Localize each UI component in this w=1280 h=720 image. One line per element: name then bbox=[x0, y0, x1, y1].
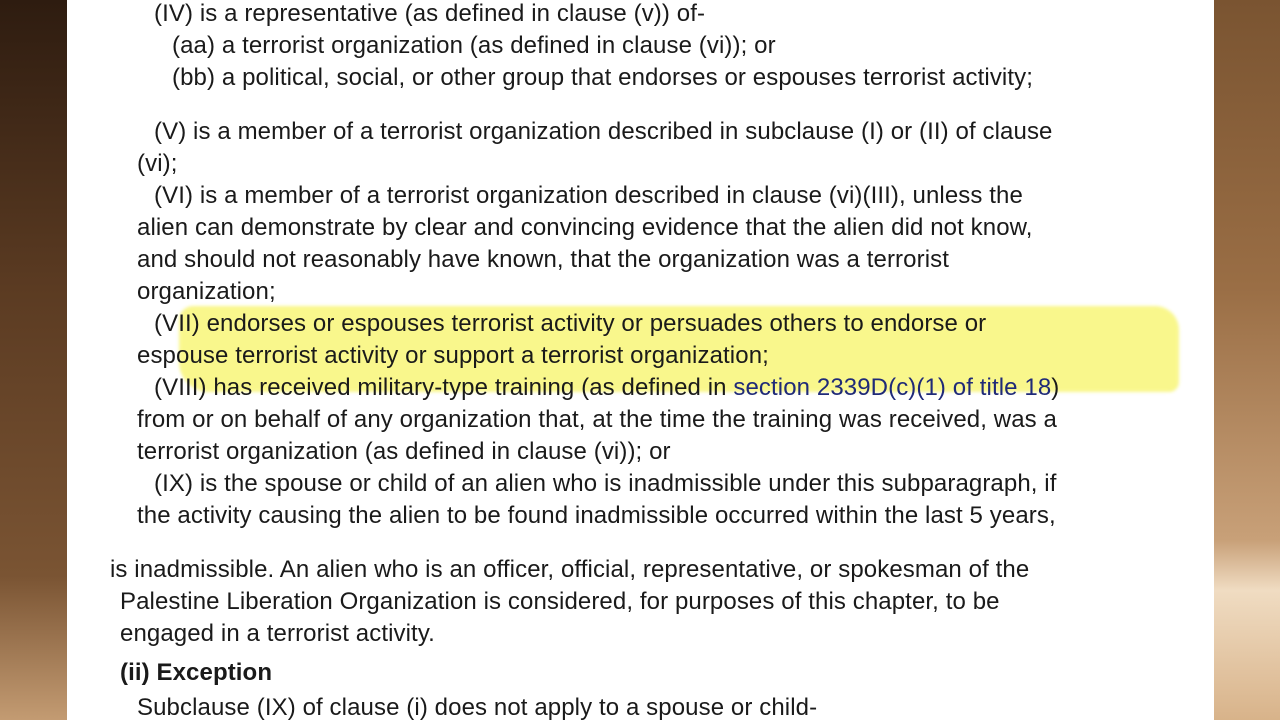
left-background-border bbox=[0, 0, 67, 720]
inadmissible-paragraph: is inadmissible. An alien who is an officer, official, representative, or spokesman of the bbox=[110, 556, 1030, 583]
clause-vi-cont-2: and should not reasonably have known, that the organization was a terrorist bbox=[137, 246, 949, 273]
inadmissible-paragraph-cont-1: Palestine Liberation Organization is considered, for purposes of this chapter, to be bbox=[120, 588, 1000, 615]
clause-vi: (VI) is a member of a terrorist organization described in clause (vi)(III), unless the bbox=[154, 182, 1023, 209]
clause-vii: (VII) endorses or espouses terrorist activity or persuades others to endorse or bbox=[154, 310, 987, 337]
clause-viii-close: ) bbox=[1051, 374, 1060, 401]
clause-vi-cont-1: alien can demonstrate by clear and convincing evidence that the alien did not know, bbox=[137, 214, 1033, 241]
clause-ix-cont: the activity causing the alien to be found inadmissible occurred within the last 5 years, bbox=[137, 502, 1056, 529]
clause-viii bbox=[154, 372, 1059, 404]
clause-iv-aa: (aa) a terrorist organization (as defined in clause (vi)); or bbox=[172, 32, 776, 59]
clause-vii-cont: espouse terrorist activity or support a terrorist organization; bbox=[137, 342, 769, 369]
clause-v-cont: (vi); bbox=[137, 150, 178, 177]
clause-viii-text: (VIII) has received military-type training (as defined in bbox=[154, 374, 734, 401]
clause-vi-cont-3: organization; bbox=[137, 278, 276, 305]
inadmissible-paragraph-cont-2: engaged in a terrorist activity. bbox=[120, 620, 435, 647]
clause-viii-cont-2: terrorist organization (as defined in clause (vi)); or bbox=[137, 438, 671, 465]
exception-heading: (ii) Exception bbox=[120, 659, 273, 686]
right-background-border bbox=[1214, 0, 1280, 720]
clause-v: (V) is a member of a terrorist organization described in subclause (I) or (II) of clause bbox=[154, 118, 1053, 145]
clause-iv: (IV) is a representative (as defined in clause (v)) of- bbox=[154, 0, 706, 27]
clause-ix: (IX) is the spouse or child of an alien who is inadmissible under this subparagraph, if bbox=[154, 470, 1057, 497]
title-18-link[interactable]: section 2339D(c)(1) of title 18 bbox=[733, 374, 1052, 401]
clause-iv-bb: (bb) a political, social, or other group that endorses or espouses terrorist activity; bbox=[172, 64, 1033, 91]
clause-viii-cont-1: from or on behalf of any organization that, at the time the training was received, was a bbox=[137, 406, 1057, 433]
exception-text: Subclause (IX) of clause (i) does not apply to a spouse or child- bbox=[137, 694, 818, 720]
document-page bbox=[67, 0, 1214, 720]
